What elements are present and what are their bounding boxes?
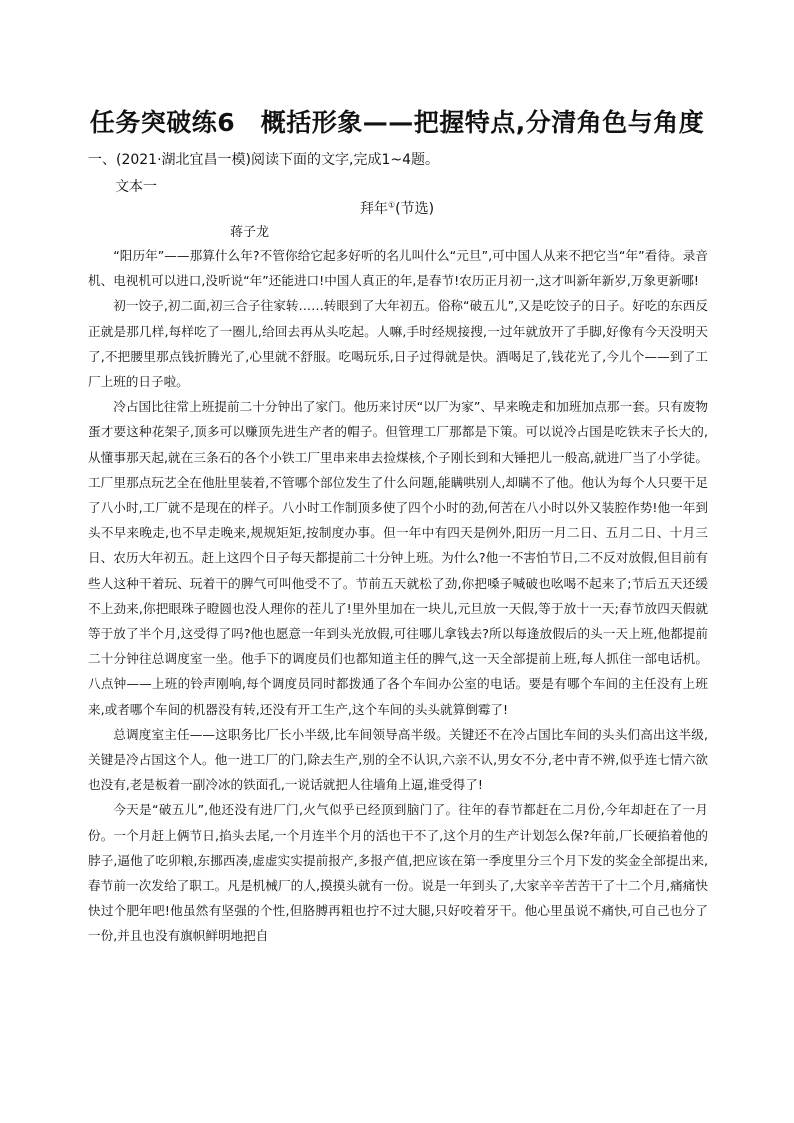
text-label: 文本一 bbox=[115, 179, 157, 195]
footnote-marker: ① bbox=[387, 200, 396, 210]
paragraph: 今天是“破五儿”,他还没有进厂门,火气似乎已经顶到脑门了。往年的春节都赶在二月份,今年却赶在了一月份。一个月赶上俩节日,掐头去尾,一个月连半个月的活也干不了,这个月的生产计划怎么保?年前,厂长硬掐着他的脖子,逼他了吃卯粮,东挪西凑,虚虚实实提前报产,多报产值,把应该在第一季度里分三个月下发的奖金全部提出来,春节前一次发给了职工。凡是机械厂的人,摸摸头就有一份。说是一年到头了,大家辛辛苦苦干了十二个月,痛痛快快过个肥年吧!他虽然有坚强的个性,但胳膊再粗也拧不过大腿,只好咬着牙干。他心里虽说不痛快,可自己也分了一份,并且也没有旗帜鲜明地把自 bbox=[88, 802, 708, 944]
question-intro: 一、(2021·湖北宜昌一模)阅读下面的文字,完成1~4题。 bbox=[88, 152, 439, 168]
paragraph: 初一饺子,初二面,初三合子往家转……转眼到了大年初五。俗称“破五儿”,又是吃饺子的日子。好吃的东西反正就是那几样,每样吃了一圈儿,给回去再从头吃起。人嘛,手时经规接搜,一过年就放开了手脚,好像有今天没明天了,不把腰里那点钱折腾光了,心里就不舒服。吃喝玩乐,日子过得就是快。酒喝足了,钱花光了,今儿个——到了工厂上班的日子啦。 bbox=[88, 298, 708, 390]
paragraph: “阳历年”——那算什么年?不管你给它起多好听的名儿叫什么“元旦”,可中国人从来不把它当“年”看待。录音机、电视机可以进口,没听说“年”还能进口!中国人真正的年,是春节!农历正月初一,这才叫新年新岁,万象更新哪! bbox=[88, 248, 708, 289]
paragraph: 冷占国比往常上班提前二十分钟出了家门。他历来讨厌“以厂为家”、早来晚走和加班加点那一套。只有废物蛋才要这种花架子,顶多可以赚顶先进生产者的帽子。但管理工厂那都是下策。可以说冷占国是吃铁末子长大的,从懂事那天起,就在三条石的各个小铁工厂里串来串去捡煤核,个子刚长到和大锤把儿一般高,就进厂当了小学徒。工厂里那点玩艺全在他肚里装着,不管哪个部位发生了什么问题,能瞒哄别人,却瞒不了他。他认为每个人只要干足了八小时,工厂就不是现在的样子。八小时工作制顶多使了四个小时的劲,何苦在八小时以外又装腔作势!他一年到头不早来晚走,也不早走晚来,规规矩矩,按制度办事。但一年中有四天是例外,阳历一月二日、五月二日、十月三日、农历大年初五。赶上这四个日子每天都提前二十分钟上班。为什么?他一不害怕节日,二不反对放假,但目前有些人这种干着玩、玩着干的脾气可叫他受不了。节前五天就松了劲,你把嗓子喊破也吆喝不起来了;节后五天还缓不上劲来,你把眼珠子瞪圆也没人理你的茬儿了!里外里加在一块儿,元旦放一天假,等于放十一天;春节放四天假就等于放了半个月,这受得了吗?他也愿意一年到头光放假,可往哪儿拿钱去?所以每逢放假后的头一天上班,他都提前二十分钟往总调度室一坐。他手下的调度员们也都知道主任的脾气,这一天全部提前上班,每人抓住一部电话机。八点钟——上班的铃声刚响,每个调度员同时都拨通了各个车间办公室的电话。要是有哪个车间的主任没有上班来,或者哪个车间的机器没有转,还没有开工生产,这个车间的头头就算倒霉了! bbox=[88, 399, 708, 717]
article-body bbox=[88, 243, 708, 949]
article-title-main: 拜年 bbox=[359, 201, 388, 217]
article-author: 蒋子龙 bbox=[230, 225, 270, 240]
article-title-suffix: (节选) bbox=[395, 201, 435, 217]
paragraph: 总调度室主任——这职务比厂长小半级,比车间领导高半级。关键还不在冷占国比车间的头头们高出这半级,关键是冷占国这个人。他一进工厂的门,除去生产,别的全不认识,六亲不认,男女不分,老中青不辨,似乎连七情六欲也没有,老是板着一副冷冰的铁面孔,一说话就把人往墙角上逼,谁受得了! bbox=[88, 726, 708, 793]
page-title: 任务突破练6 概括形象——把握特点,分清角色与角度 bbox=[89, 108, 705, 137]
article-title bbox=[0, 198, 794, 218]
